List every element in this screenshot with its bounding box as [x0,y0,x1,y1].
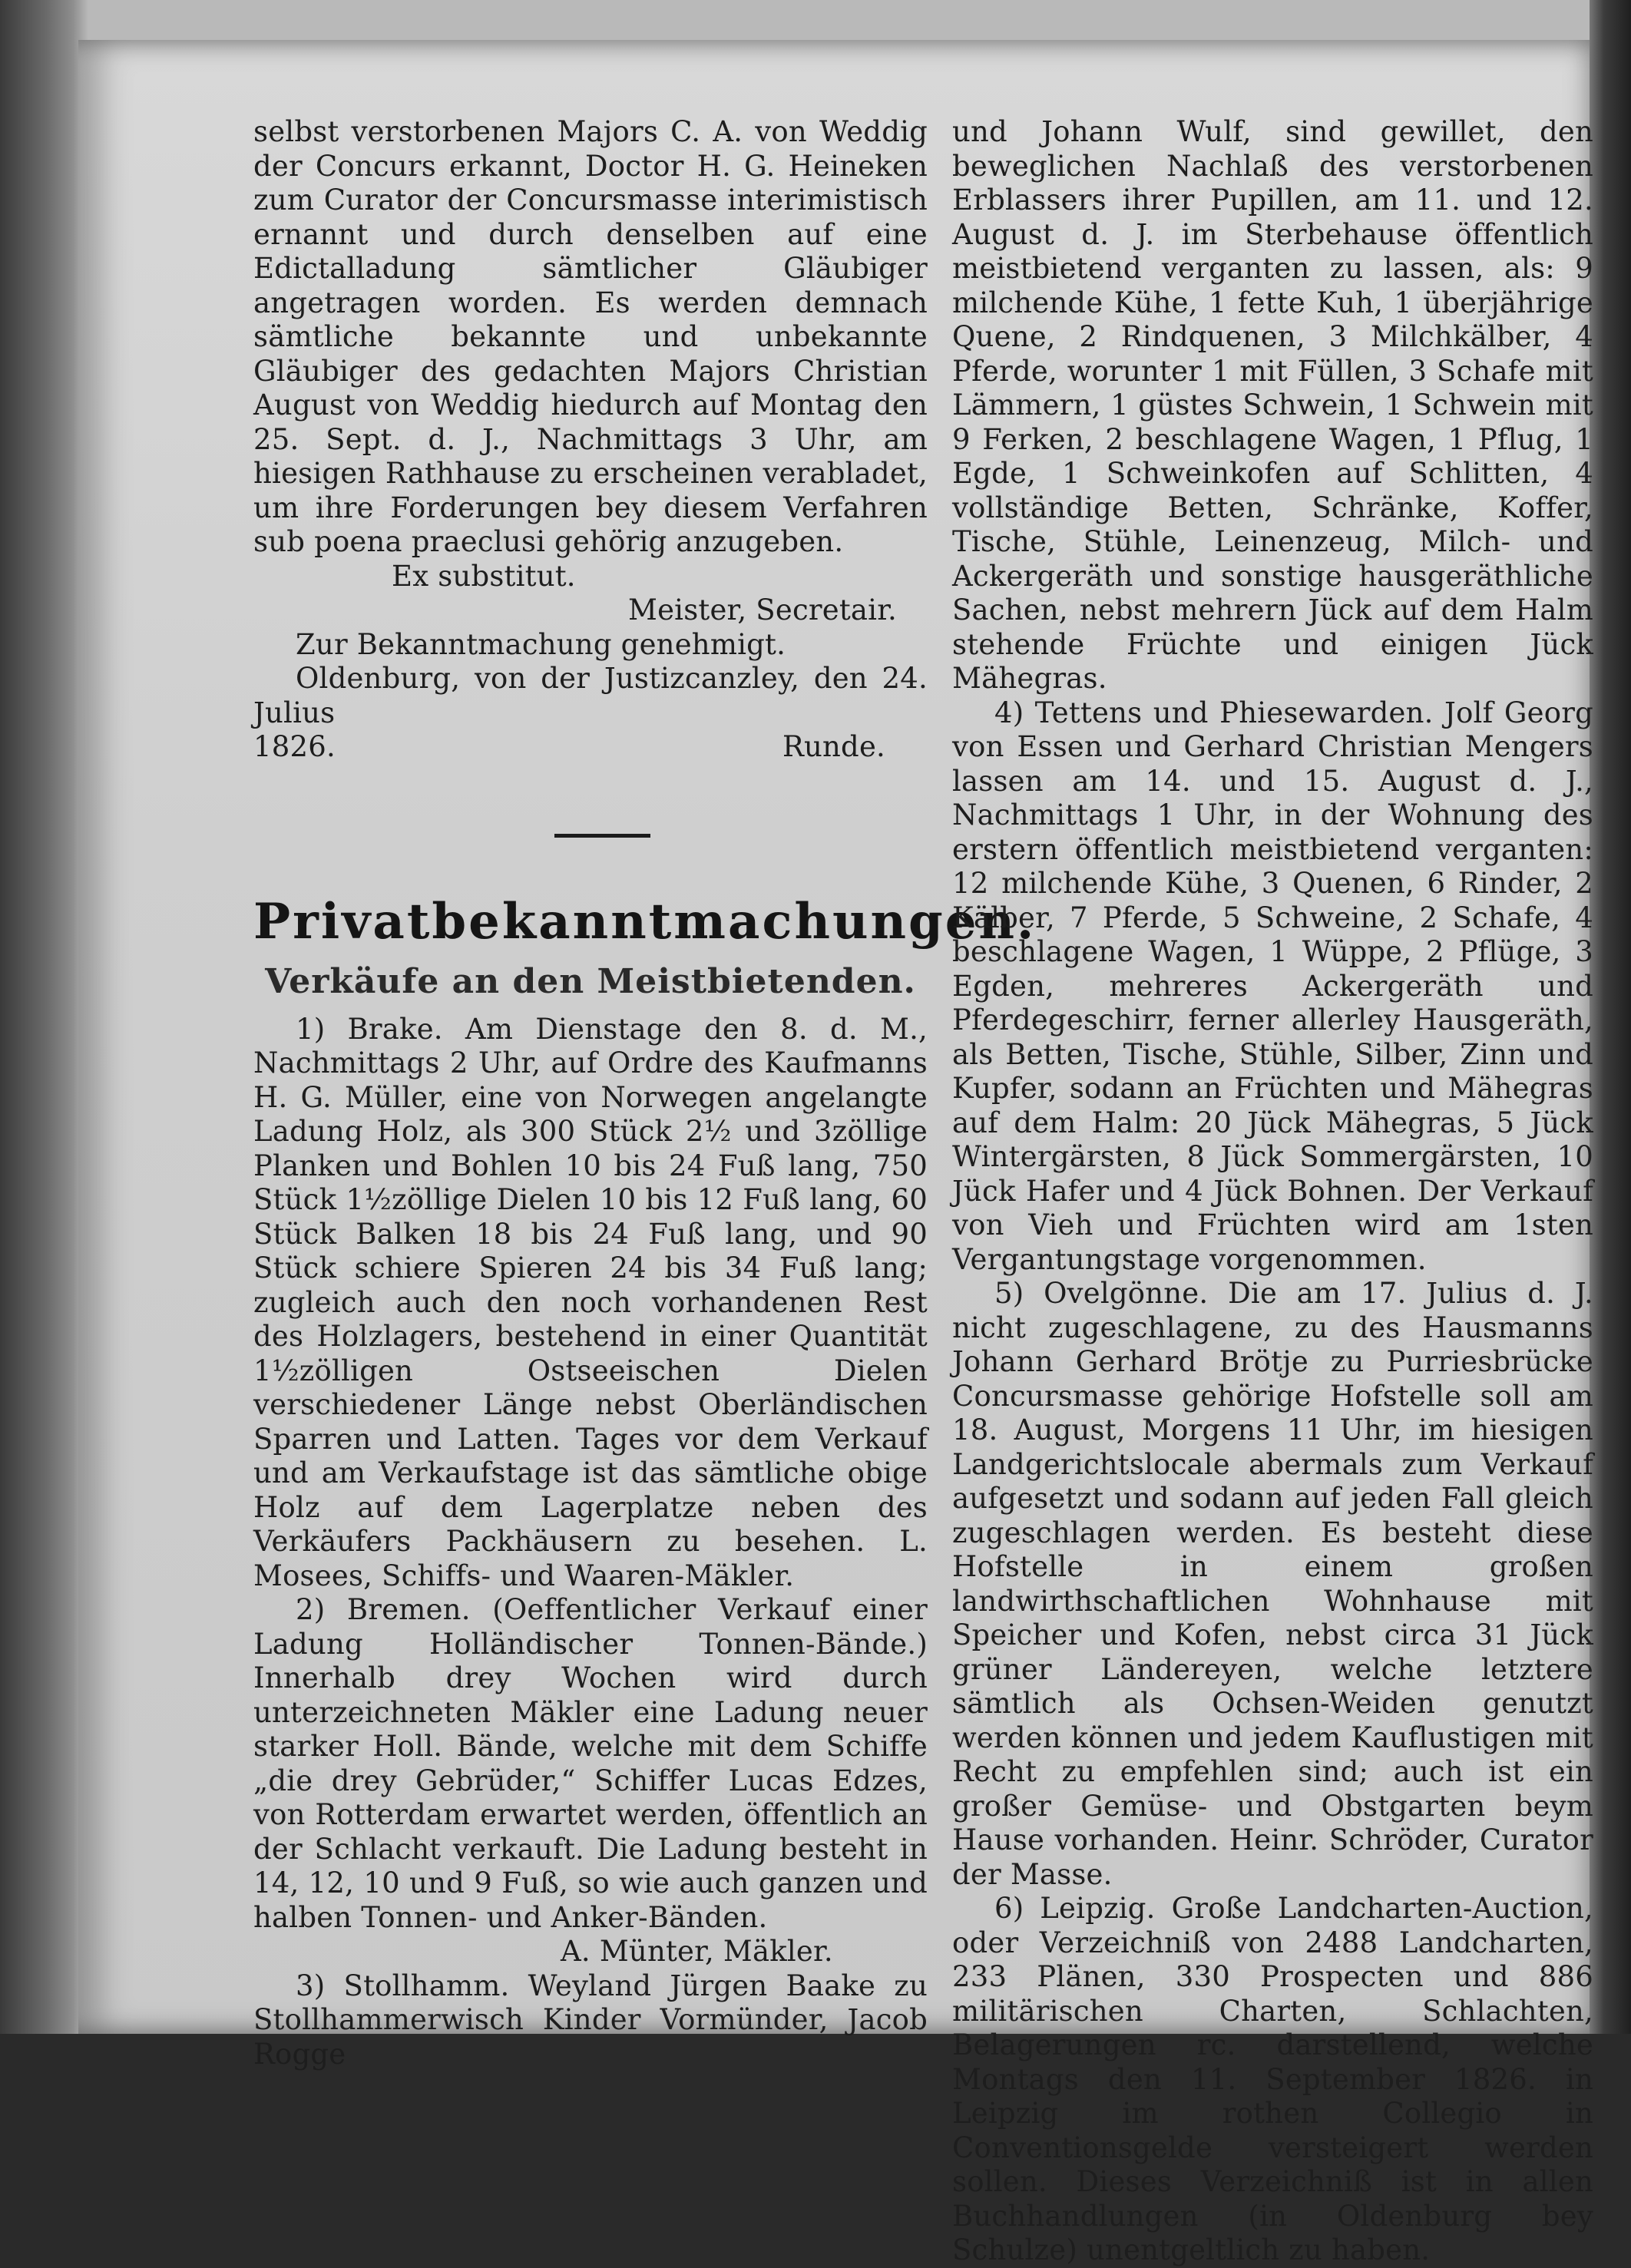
page-edge-shadow [1590,0,1631,2034]
notice-stollhamm: 3) Stollhamm. Weyland Jürgen Baake zu Stollhammerwisch Kinder Vormünder, Jacob Rogge [253,1969,928,2071]
left-column [253,115,1037,2071]
concurs-notice-text: selbst verstorbenen Majors C. A. von Weddig der Concurs erkannt, Doctor H. G. Heineken zum Curator der Concursmasse interimistisch ernannt und durch denselben auf eine Edictalladung sämtlicher Gläubiger angetragen worden. Es werden demnach sämtliche bekannte und unbekannte Gläubiger des gedachten Majors Christian August von Weddig hiedurch auf Montag den 25. Sept. d. J., Nachmittags 3 Uhr, am hiesigen Rathhause zu erscheinen verabladet, um ihre Forderungen bey diesem Verfahren sub poena praeclusi gehörig anzugeben. [253,115,928,558]
ex-substitut: Ex substitut. [392,559,576,593]
signature-muenter: A. Münter, Mäkler. [561,1935,833,1968]
year-signature-row [253,730,928,765]
right-column [952,115,1593,2268]
section-heading: Privatbekanntmachungen. [253,892,1037,951]
stollhamm-continued: und Johann Wulf, sind gewillet, den beweglichen Nachlaß des verstorbenen Erblassers ihrer Pupillen, am 11. und 12. August d. J. im Sterbehause öffentlich meistbietend verganten zu lassen, als: 9 milchende Kühe, 1 fette Kuh, 1 überjährige Quene, 2 Rindquenen, 3 Milchkälber, 4 Pferde, worunter 1 mit Füllen, 3 Schafe mit Lämmern, 1 güstes Schwein, 1 Schwein mit 9 Ferken, 2 beschlagene Wagen, 1 Pflug, 1 Egde, 1 Schweinkofen auf Schlitten, 4 vollständige Betten, Schränke, Koffer, Tische, Stühle, Leinenzeug, Milch- und Ackergeräth und sonstige hausgeräthliche Sachen, nebst mehrern Jück auf dem Halm stehende Früchte und einigen Jück Mähegras. [952,115,1593,695]
signature-runde: Runde. [782,730,885,763]
section-divider [554,834,650,838]
notice-tettens: 4) Tettens und Phiesewarden. Jolf Georg von Essen und Gerhard Christian Mengers lassen am 14. und 15. August d. J., Nachmittags 1 Uhr, in der Wohnung des erstern öffentlich meistbietend verganten: 12 milchende Kühe, 3 Quenen, 6 Rinder, 2 Kälber, 7 Pferde, 5 Schweine, 2 Schafe, 4 beschlagene Wagen, 1 Wüppe, 2 Pflüge, 3 Egden, mehreres Ackergeräth und Pferdegeschirr, ferner allerley Hausgeräth, als Betten, Tische, Stühle, Silber, Zinn und Kupfer, sodann an Früchten und Mähegras auf dem Halm: 20 Jück Mähegras, 5 Jück Wintergärsten, 8 Jück Sommergärsten, 10 Jück Hafer und 4 Jück Bohnen. Der Verkauf von Vieh und Früchten wird am 1sten Vergantungstage vorgenommen. [952,696,1593,1276]
year-text: 1826. [253,730,336,763]
signature-meister: Meister, Secretair. [627,593,897,627]
notice-bremen: 2) Bremen. (Oeffentlicher Verkauf einer Ladung Holländischer Tonnen-Bände.) Innerhalb drey Wochen wird durch unterzeichneten Mäkler eine Ladung neuer starker Holl. Bände, welche mit dem Schiffe „die drey Gebrüder,“ Schiffer Lucas Edzes, von Rotterdam erwartet werden, öffentlich an der Schlacht verkauft. Die Ladung besteht in 14, 12, 10 und 9 Fuß, so wie auch ganzen und halben Tonnen- und Anker-Bänden. [253,1593,928,1934]
notice-brake: 1) Brake. Am Dienstage den 8. d. M., Nachmittags 2 Uhr, auf Ordre des Kaufmanns H. G. Müller, eine von Norwegen angelangte Ladung Holz, als 300 Stück 2½ und 3zöllige Planken und Bohlen 10 bis 24 Fuß lang, 750 Stück 1½zöllige Dielen 10 bis 12 Fuß lang, 60 Stück Balken 18 bis 24 Fuß lang, und 90 Stück schiere Spieren 24 bis 34 Fuß lang; zugleich auch den noch vorhandenen Rest des Holzlagers, bestehend in einer Quantität 1½zölligen Ostseeischen Dielen verschiedener Länge nebst Oberländischen Sparren und Latten. Tages vor dem Verkauf und am Verkaufstage ist das sämtliche obige Holz auf dem Lagerplatze neben des Verkäufers Packhäusern zu besehen. L. Mosees, Schiffs- und Waaren-Mäkler. [253,1012,928,1592]
oldenburg-dateline: Oldenburg, von der Justizcanzley, den 24. Julius [253,662,928,729]
notice-ovelgoenne: 5) Ovelgönne. Die am 17. Julius d. J. nicht zugeschlagene, zu des Hausmanns Johann Gerhard Brötje zu Purriesbrücke Concursmasse gehörige Hofstelle soll am 18. August, Morgens 11 Uhr, im hiesigen Landgerichtslocale abermals zum Verkauf aufgesetzt und sodann auf jeden Fall gleich zugeschlagen werden. Es besteht diese Hofstelle in einem großen landwirthschaftlichen Wohnhause mit Speicher und Kofen, nebst circa 31 Jück grüner Ländereyen, welche letztere sämtlich als Ochsen-Weiden genutzt werden können und jedem Kauflustigen mit Recht zu empfehlen sind; auch ist ein großer Gemüse- und Obstgarten beym Hause vorhanden. Heinr. Schröder, Curator der Masse. [952,1277,1593,1891]
bekanntmachung-line: Zur Bekanntmachung genehmigt. [296,627,786,661]
section-subheading: Verkäufe an den Meistbietenden. [265,961,916,1001]
notice-leipzig: 6) Leipzig. Große Landcharten-Auction, oder Verzeichniß von 2488 Landcharten, 233 Plänen, 330 Prospecten und 886 militärischen Charten, Schlachten, Belagerungen rc. darstellend, welche Montags den 11. September 1826. in Leipzig im rothen Collegio in Conventionsgelde versteigert werden sollen. Dieses Verzeichniß ist in allen Buchhandlungen (in Oldenburg bey Schulze) unentgeltlich zu haben. [952,1892,1593,2266]
